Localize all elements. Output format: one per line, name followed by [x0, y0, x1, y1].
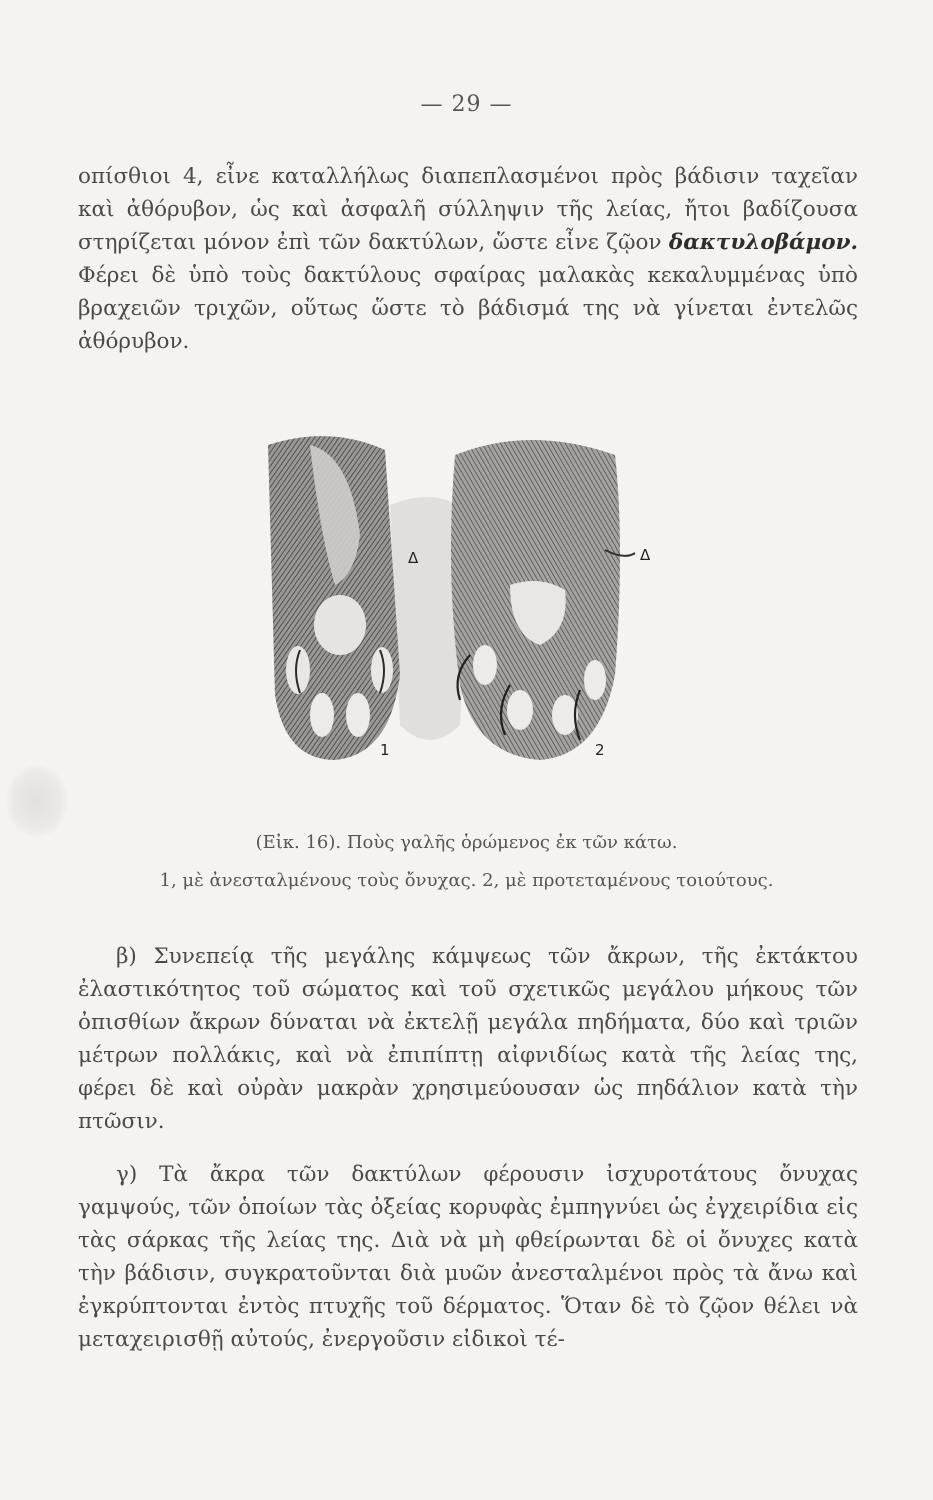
figure-label-delta-right: Δ — [640, 546, 651, 564]
figure-label-1: 1 — [380, 741, 390, 759]
paragraph-intro-text: οπίσθιοι 4, εἶνε καταλλήλως διαπεπλασμένοι πρὸς βάδισιν ταχεῖαν καὶ ἀθόρυβον, ὡς καὶ ἀσφαλῆ σύλληψιν τῆς λείας, ἤτοι βαδίζουσα στηρίζεται μόνον ἐπὶ τῶν δακτύλων, ὥστε εἶνε ζῷον — [78, 164, 858, 255]
figure-label-2: 2 — [595, 741, 605, 759]
paw-retracted-claws — [268, 436, 400, 760]
paragraph-gamma: γ) Τὰ ἄκρα τῶν δακτύλων φέρουσιν ἰσχυροτάτους ὄνυχας γαμψούς, τῶν ὁποίων τὰς ὀξείας κορυφὰς ἐμπηγνύει ὡς ἐγχειρίδια εἰς τὰς σάρκας τῆς λείας της. Διὰ νὰ μὴ φθείρωνται δὲ οἱ ὄνυχες κατὰ τὴν βάδισιν, συγκρατοῦνται διὰ μυῶν ἀνεσταλμένοι πρὸς τὰ ἄνω καὶ ἐγκρύπτονται ἐντὸς πτυχῆς τοῦ δέρματος. Ὅταν δὲ τὸ ζῷον θέλει νὰ μεταχειρισθῇ αὐτούς, ἐνεργοῦσιν εἰδικοὶ τέ- — [78, 1162, 858, 1352]
paragraph-intro-continuation: Φέρει δὲ ὑπὸ τοὺς δακτύλους σφαίρας μαλακὰς κεκαλυμμένας ὑπὸ βραχειῶν τριχῶν, οὕτως ὥστε τὸ βάδισμά της νὰ γίνεται ἐντελῶς ἀθόρυβον. — [78, 263, 858, 354]
page-smudge — [6, 765, 68, 837]
figure-cat-paws — [240, 425, 680, 775]
figure-label-delta-left: Δ — [408, 549, 419, 567]
paragraph-intro — [78, 160, 858, 358]
figure-caption-title: (Εἰκ. 16). Ποὺς γαλῆς ὁρώμενος ἐκ τῶν κάτω. — [255, 832, 678, 853]
paw-extended-claws — [451, 440, 635, 760]
figure-caption-legend: 1, μὲ ἀνεσταλμένους τοὺς ὄνυχας. 2, μὲ προτεταμένους τοιούτους. — [159, 870, 774, 891]
cat-paws-illustration — [240, 425, 680, 775]
page-number: — 29 — — [420, 92, 513, 117]
term-dactylobamon: δακτυλοβάμον. — [668, 230, 858, 255]
paragraph-beta: β) Συνεπείᾳ τῆς μεγάλης κάμψεως τῶν ἄκρων, τῆς ἐκτάκτου ἐλαστικότητος τοῦ σώματος καὶ τοῦ σχετικῶς μεγάλου μήκους τῶν ὀπισθίων ἄκρων δύναται νὰ ἐκτελῇ μεγάλα πηδήματα, δύο καὶ τριῶν μέτρων πολλάκις, καὶ νὰ ἐπιπίπτῃ αἰφνιδίως κατὰ τῆς λείας της, φέρει δὲ καὶ οὐρὰν μακρὰν χρησιμεύουσαν ὡς πηδάλιον κατὰ τὴν πτῶσιν. — [78, 944, 858, 1134]
